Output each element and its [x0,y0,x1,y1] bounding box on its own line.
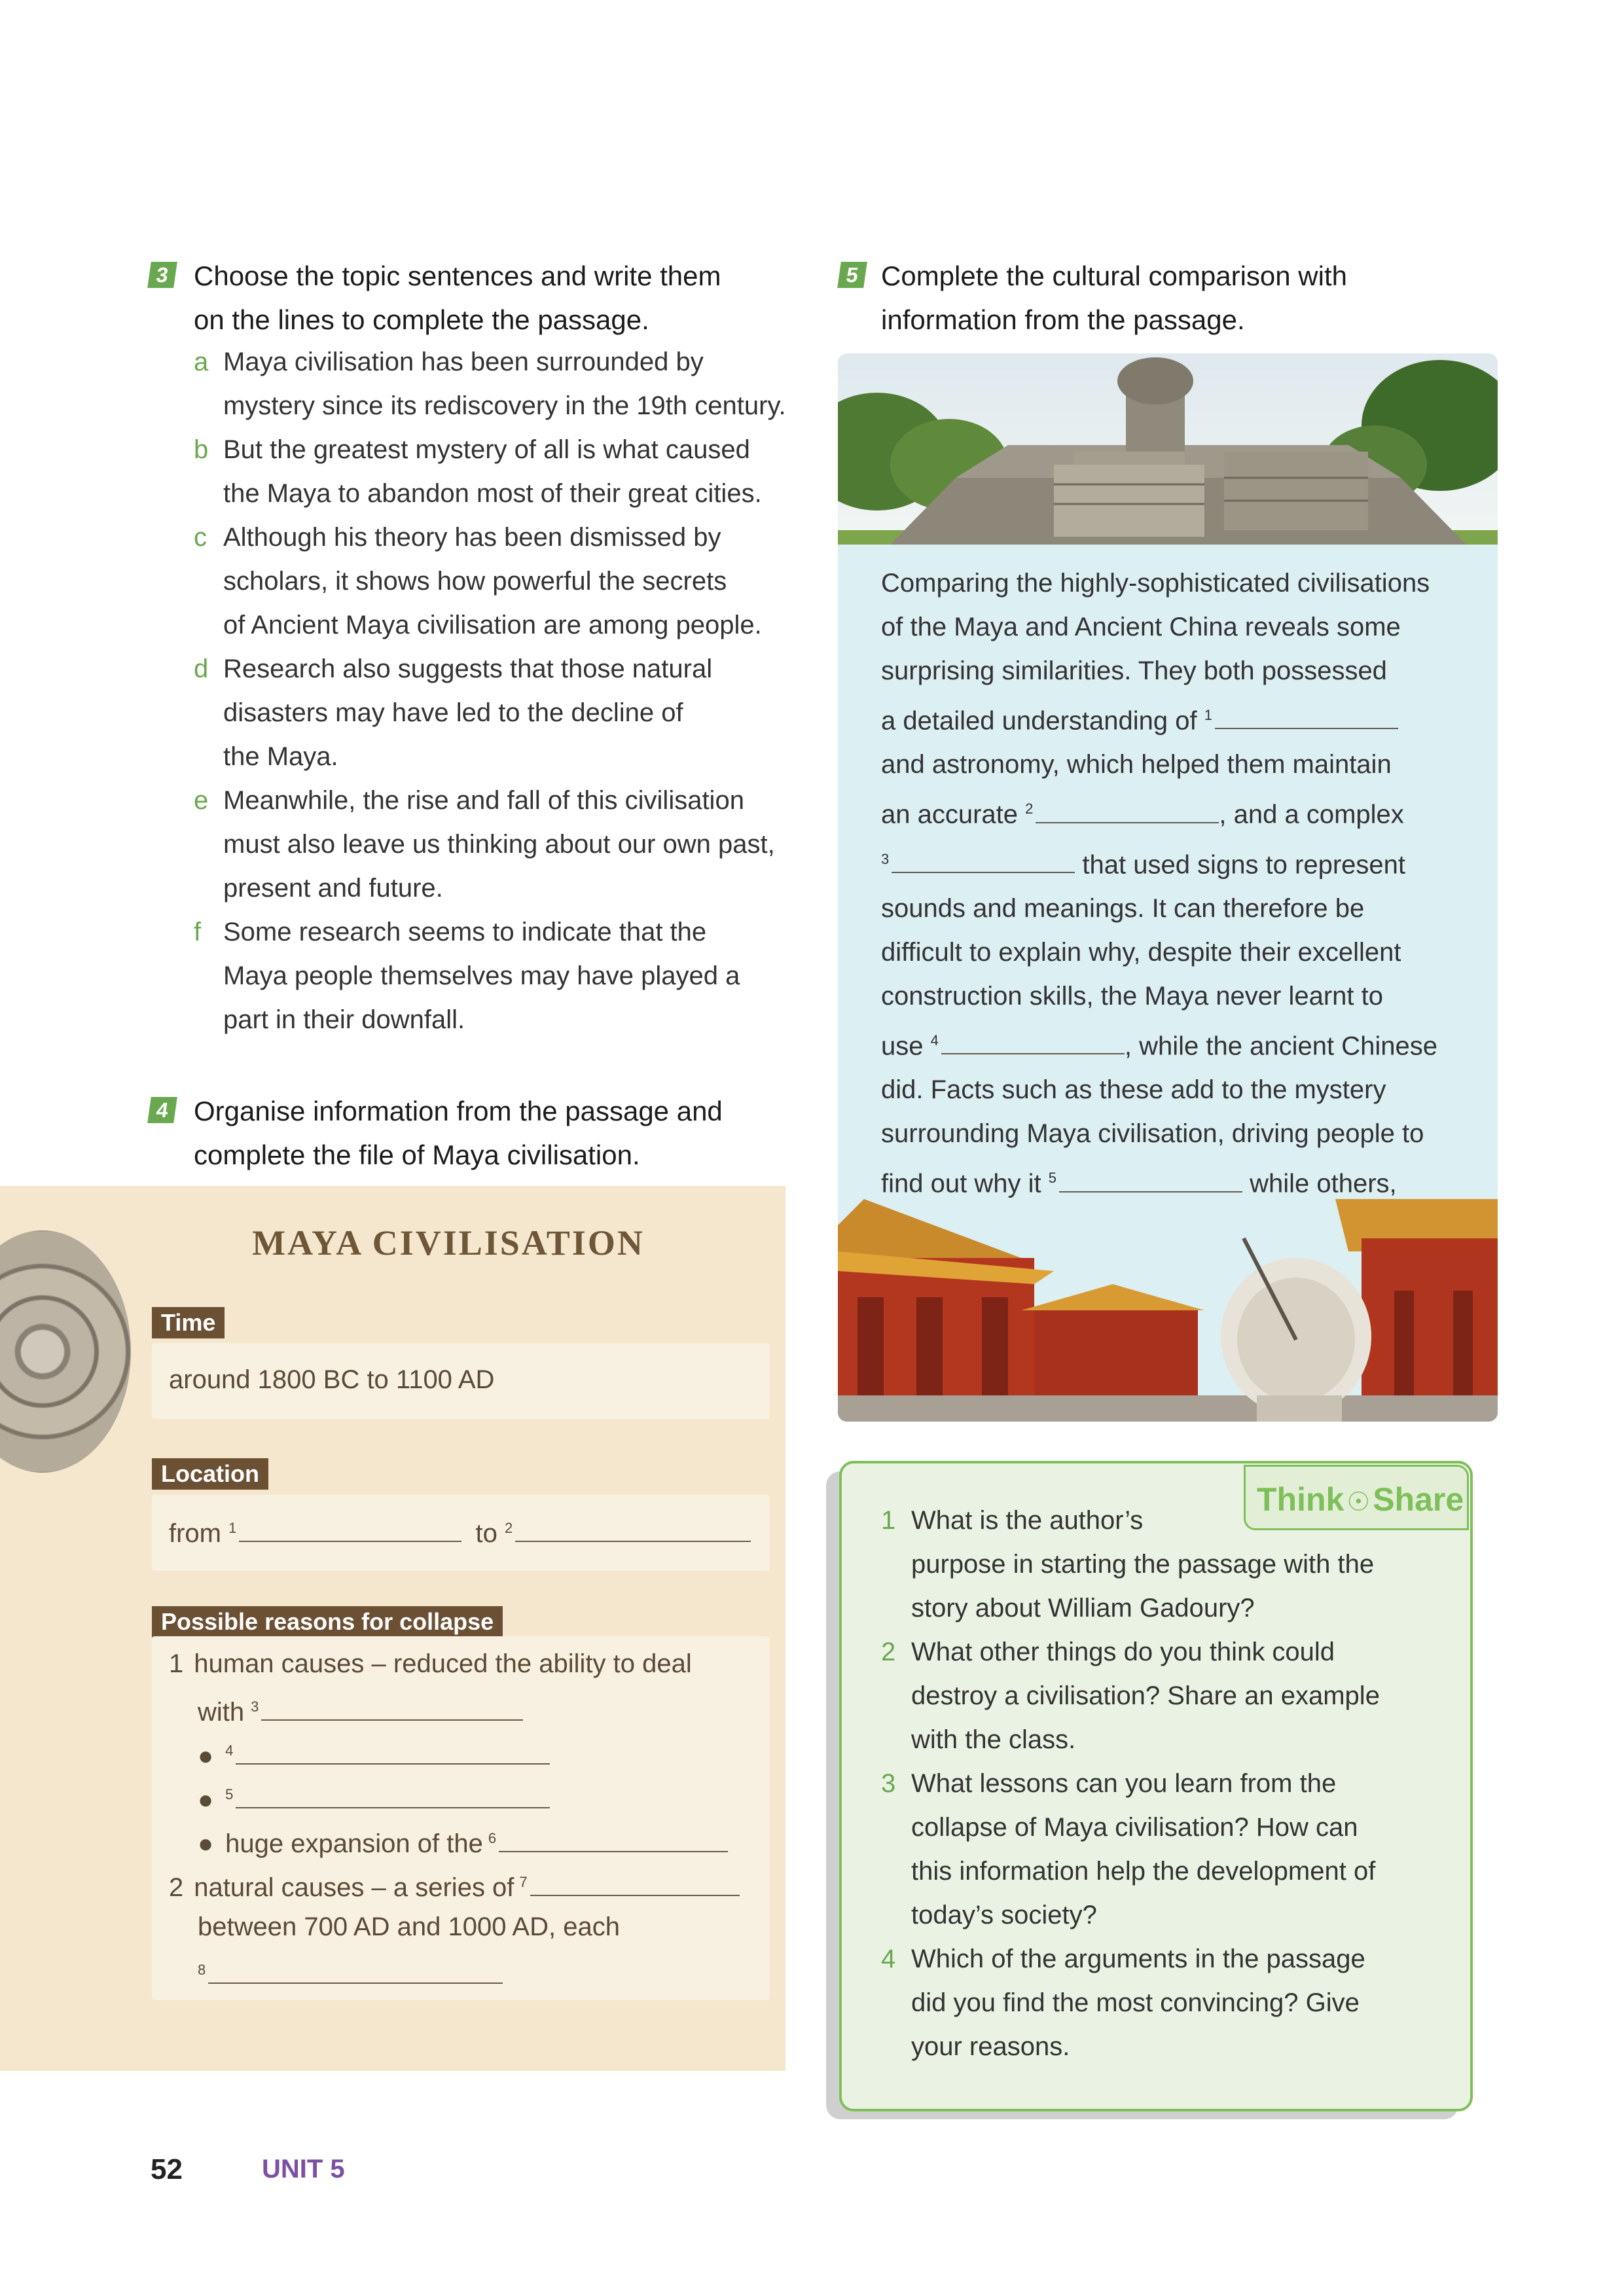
reason-blank-4[interactable] [236,1737,550,1765]
question-line: purpose in starting the passage with the [911,1550,1375,1579]
comparison-line: and astronomy, which helped them maintain [881,750,1392,780]
topic-sentence-line: part in their downfall. [223,1005,465,1034]
topic-sentence-line: Research also suggests that those natural [223,655,713,683]
comparison-blank-3[interactable] [892,846,1075,873]
comparison-blank-1[interactable] [1215,702,1398,729]
comparison-line [881,787,1477,836]
topic-sentence-line: Some research seems to indicate that the [223,918,707,946]
exercise-4-number: 4 [147,1097,177,1123]
topic-sentence-c [194,516,796,647]
think-share-question-3 [881,1762,1470,1937]
topic-sentence-letter: a [194,348,209,376]
comparison-text: , while the ancient Chinese [1124,1031,1437,1061]
comparison-line: sounds and meanings. It can therefore be [881,893,1365,923]
reason-2-line-1 [169,1869,740,1903]
comparison-line: of the Maya and Ancient China reveals some [881,613,1401,641]
topic-sentence-letter: b [194,435,209,464]
comparison-blank-5[interactable] [1059,1165,1242,1193]
comparison-text: find out why it [881,1169,1041,1198]
comparison-line [881,837,1477,887]
reason-2-line-2: between 700 AD and 1000 AD, each [198,1912,620,1941]
comparison-blank-2[interactable] [1036,796,1219,823]
question-line: your reasons. [911,2032,1070,2061]
reason-bullet-3-text: huge expansion of the [225,1829,483,1858]
blank-3-marker: 3 [251,1698,259,1715]
reason-blank-8[interactable] [208,1956,503,1984]
topic-sentence-line: Meanwhile, the rise and fall of this civilisation [223,786,744,815]
blank-8-marker: 8 [198,1961,206,1978]
topic-sentence-line: disasters may have led to the decline of [223,698,683,727]
blank-1-marker: 1 [228,1519,237,1536]
exercise-5-title-line-1: Complete the cultural comparison with [881,260,1347,291]
blank-3-marker: 3 [881,850,890,867]
comparison-line [881,693,1477,743]
reason-bullet-3 [198,1825,728,1859]
comparison-blank-4[interactable] [941,1027,1125,1054]
comparison-text: that used signs to represent [1082,850,1406,879]
maya-ruins-photo [838,353,1498,545]
exercise-3-title-line-1: Choose the topic sentences and write them [194,260,721,291]
page-number: 52 [151,2153,183,2185]
question-number: 2 [881,1638,896,1666]
location-row [169,1515,751,1549]
reason-bullet-1 [198,1737,550,1771]
maya-file-title: MAYA CIVILISATION [252,1223,645,1263]
reason-2-text: natural causes – a series of [194,1873,514,1902]
topic-sentence-f [194,910,796,1042]
blank-4-marker: 4 [930,1031,939,1049]
blank-5-marker: 5 [225,1785,234,1803]
question-line: collapse of Maya civilisation? How can [911,1813,1358,1842]
exercise-5-title [881,254,1503,342]
comparison-text: use [881,1031,924,1061]
question-line: What lessons can you learn from the [911,1769,1337,1798]
question-line: destroy a civilisation? Share an example [911,1681,1380,1710]
think-share-question-2 [881,1630,1470,1762]
comparison-line: construction skills, the Maya never learnt to [881,981,1384,1011]
topic-sentence-line: mystery since its rediscovery in the 19th century. [223,391,786,420]
location-blank-2[interactable] [515,1515,751,1542]
question-line: What other things do you think could [911,1638,1335,1666]
think-share-question-4 [881,1937,1470,2069]
topic-sentence-line: the Maya to abandon most of their great cities. [223,479,762,508]
exercise-3-title-line-2: on the lines to complete the passage. [194,304,649,335]
blank-7-marker: 7 [519,1873,528,1890]
reason-1-line-2 [198,1693,523,1727]
time-value: around 1800 BC to 1100 AD [169,1365,495,1394]
time-label: Time [152,1307,225,1338]
topic-sentence-line: Maya civilisation has been surrounded by [223,348,704,376]
think-label: Think [1257,1481,1344,1518]
question-line: Which of the arguments in the passage [911,1945,1365,1973]
reason-blank-6[interactable] [499,1825,728,1852]
bullet: ● [198,1829,214,1858]
topic-sentence-line: Maya people themselves may have played a [223,961,740,990]
comparison-line: surprising similarities. They both possessed [881,656,1387,685]
reason-2-number: 2 [169,1873,184,1902]
reason-1-text: human causes – reduced the ability to deal [194,1649,692,1678]
reason-1-line-1 [169,1649,692,1679]
question-line: today’s society? [911,1901,1097,1929]
reasons-field [152,1636,770,2000]
question-number: 1 [881,1506,896,1535]
exercise-4-title-line-2: complete the file of Maya civilisation. [194,1139,640,1170]
blank-2-marker: 2 [504,1519,513,1536]
topic-sentence-line: of Ancient Maya civilisation are among people. [223,611,762,639]
topic-sentence-line: must also leave us thinking about our own past, [223,830,775,859]
exercise-5-title-line-2: information from the passage. [881,304,1245,335]
think-share-questions [881,1499,1470,2069]
topic-sentence-line: Although his theory has been dismissed by [223,523,721,552]
reason-1-with-text: with [198,1698,245,1727]
comparison-text: , and a complex [1219,800,1404,829]
exercise-4-title [194,1089,816,1177]
blank-6-marker: 6 [488,1829,497,1846]
question-line: did you find the most convincing? Give [911,1988,1360,2017]
comparison-text: while others, [1250,1169,1397,1198]
think-share-question-1 [881,1499,1470,1630]
topic-sentence-line: scholars, it shows how powerful the secrets [223,567,727,596]
topic-sentence-line: the Maya. [223,742,338,771]
topic-sentence-letter: f [194,918,202,946]
topic-sentence-letter: e [194,786,209,815]
cultural-comparison-text [881,562,1477,1250]
question-line: with the class. [911,1725,1076,1754]
exercise-5-number: 5 [837,262,867,288]
comparison-line: difficult to explain why, despite their excellent [881,937,1401,967]
comparison-text: a detailed understanding of [881,706,1197,736]
topic-sentence-line: present and future. [223,874,443,903]
share-label: Share [1373,1481,1464,1518]
reason-blank-5[interactable] [236,1781,550,1808]
bullet: ● [198,1785,214,1814]
question-number: 3 [881,1769,896,1798]
question-line: story about William Gadoury? [911,1594,1255,1623]
question-line: What is the author’s [911,1506,1144,1535]
unit-label: UNIT 5 [262,2155,345,2183]
reasons-label: Possible reasons for collapse [152,1606,503,1638]
bullet: ● [198,1742,214,1770]
topic-sentence-line: But the greatest mystery of all is what caused [223,435,750,464]
blank-1-marker: 1 [1204,707,1212,723]
location-to-text: to [475,1519,497,1548]
topic-sentence-d [194,647,796,779]
forbidden-city-sundial-photo [838,1199,1498,1422]
reason-2-line-3 [198,1956,503,1990]
reason-1-number: 1 [169,1649,184,1678]
blank-2-marker: 2 [1025,800,1034,817]
reason-blank-3[interactable] [261,1693,523,1721]
comparison-line: did. Facts such as these add to the mystery [881,1075,1386,1105]
topic-sentence-letter: c [194,523,207,552]
exercise-4-title-line-1: Organise information from the passage and [194,1096,723,1126]
topic-sentence-e [194,779,796,910]
topic-sentence-list [194,340,796,1042]
question-line: this information help the development of [911,1857,1376,1886]
exercise-3-title [194,254,816,342]
topic-sentence-a [194,340,796,428]
comparison-line [881,1018,1477,1068]
location-from-text: from [169,1519,221,1548]
reason-bullet-2 [198,1781,550,1815]
lightbulb-icon: ☉ [1346,1488,1371,1516]
blank-5-marker: 5 [1048,1170,1056,1187]
comparison-line: Comparing the highly-sophisticated civilisations [881,569,1430,598]
exercise-3-number: 3 [147,262,177,288]
comparison-line: surrounding Maya civilisation, driving people to [881,1119,1424,1149]
topic-sentence-b [194,428,796,516]
question-number: 4 [881,1945,896,1973]
blank-4-marker: 4 [225,1742,234,1759]
topic-sentence-letter: d [194,655,209,683]
comparison-text: an accurate [881,800,1019,829]
location-blank-1[interactable] [239,1515,461,1542]
reason-blank-7[interactable] [530,1869,740,1896]
location-label: Location [152,1458,268,1490]
